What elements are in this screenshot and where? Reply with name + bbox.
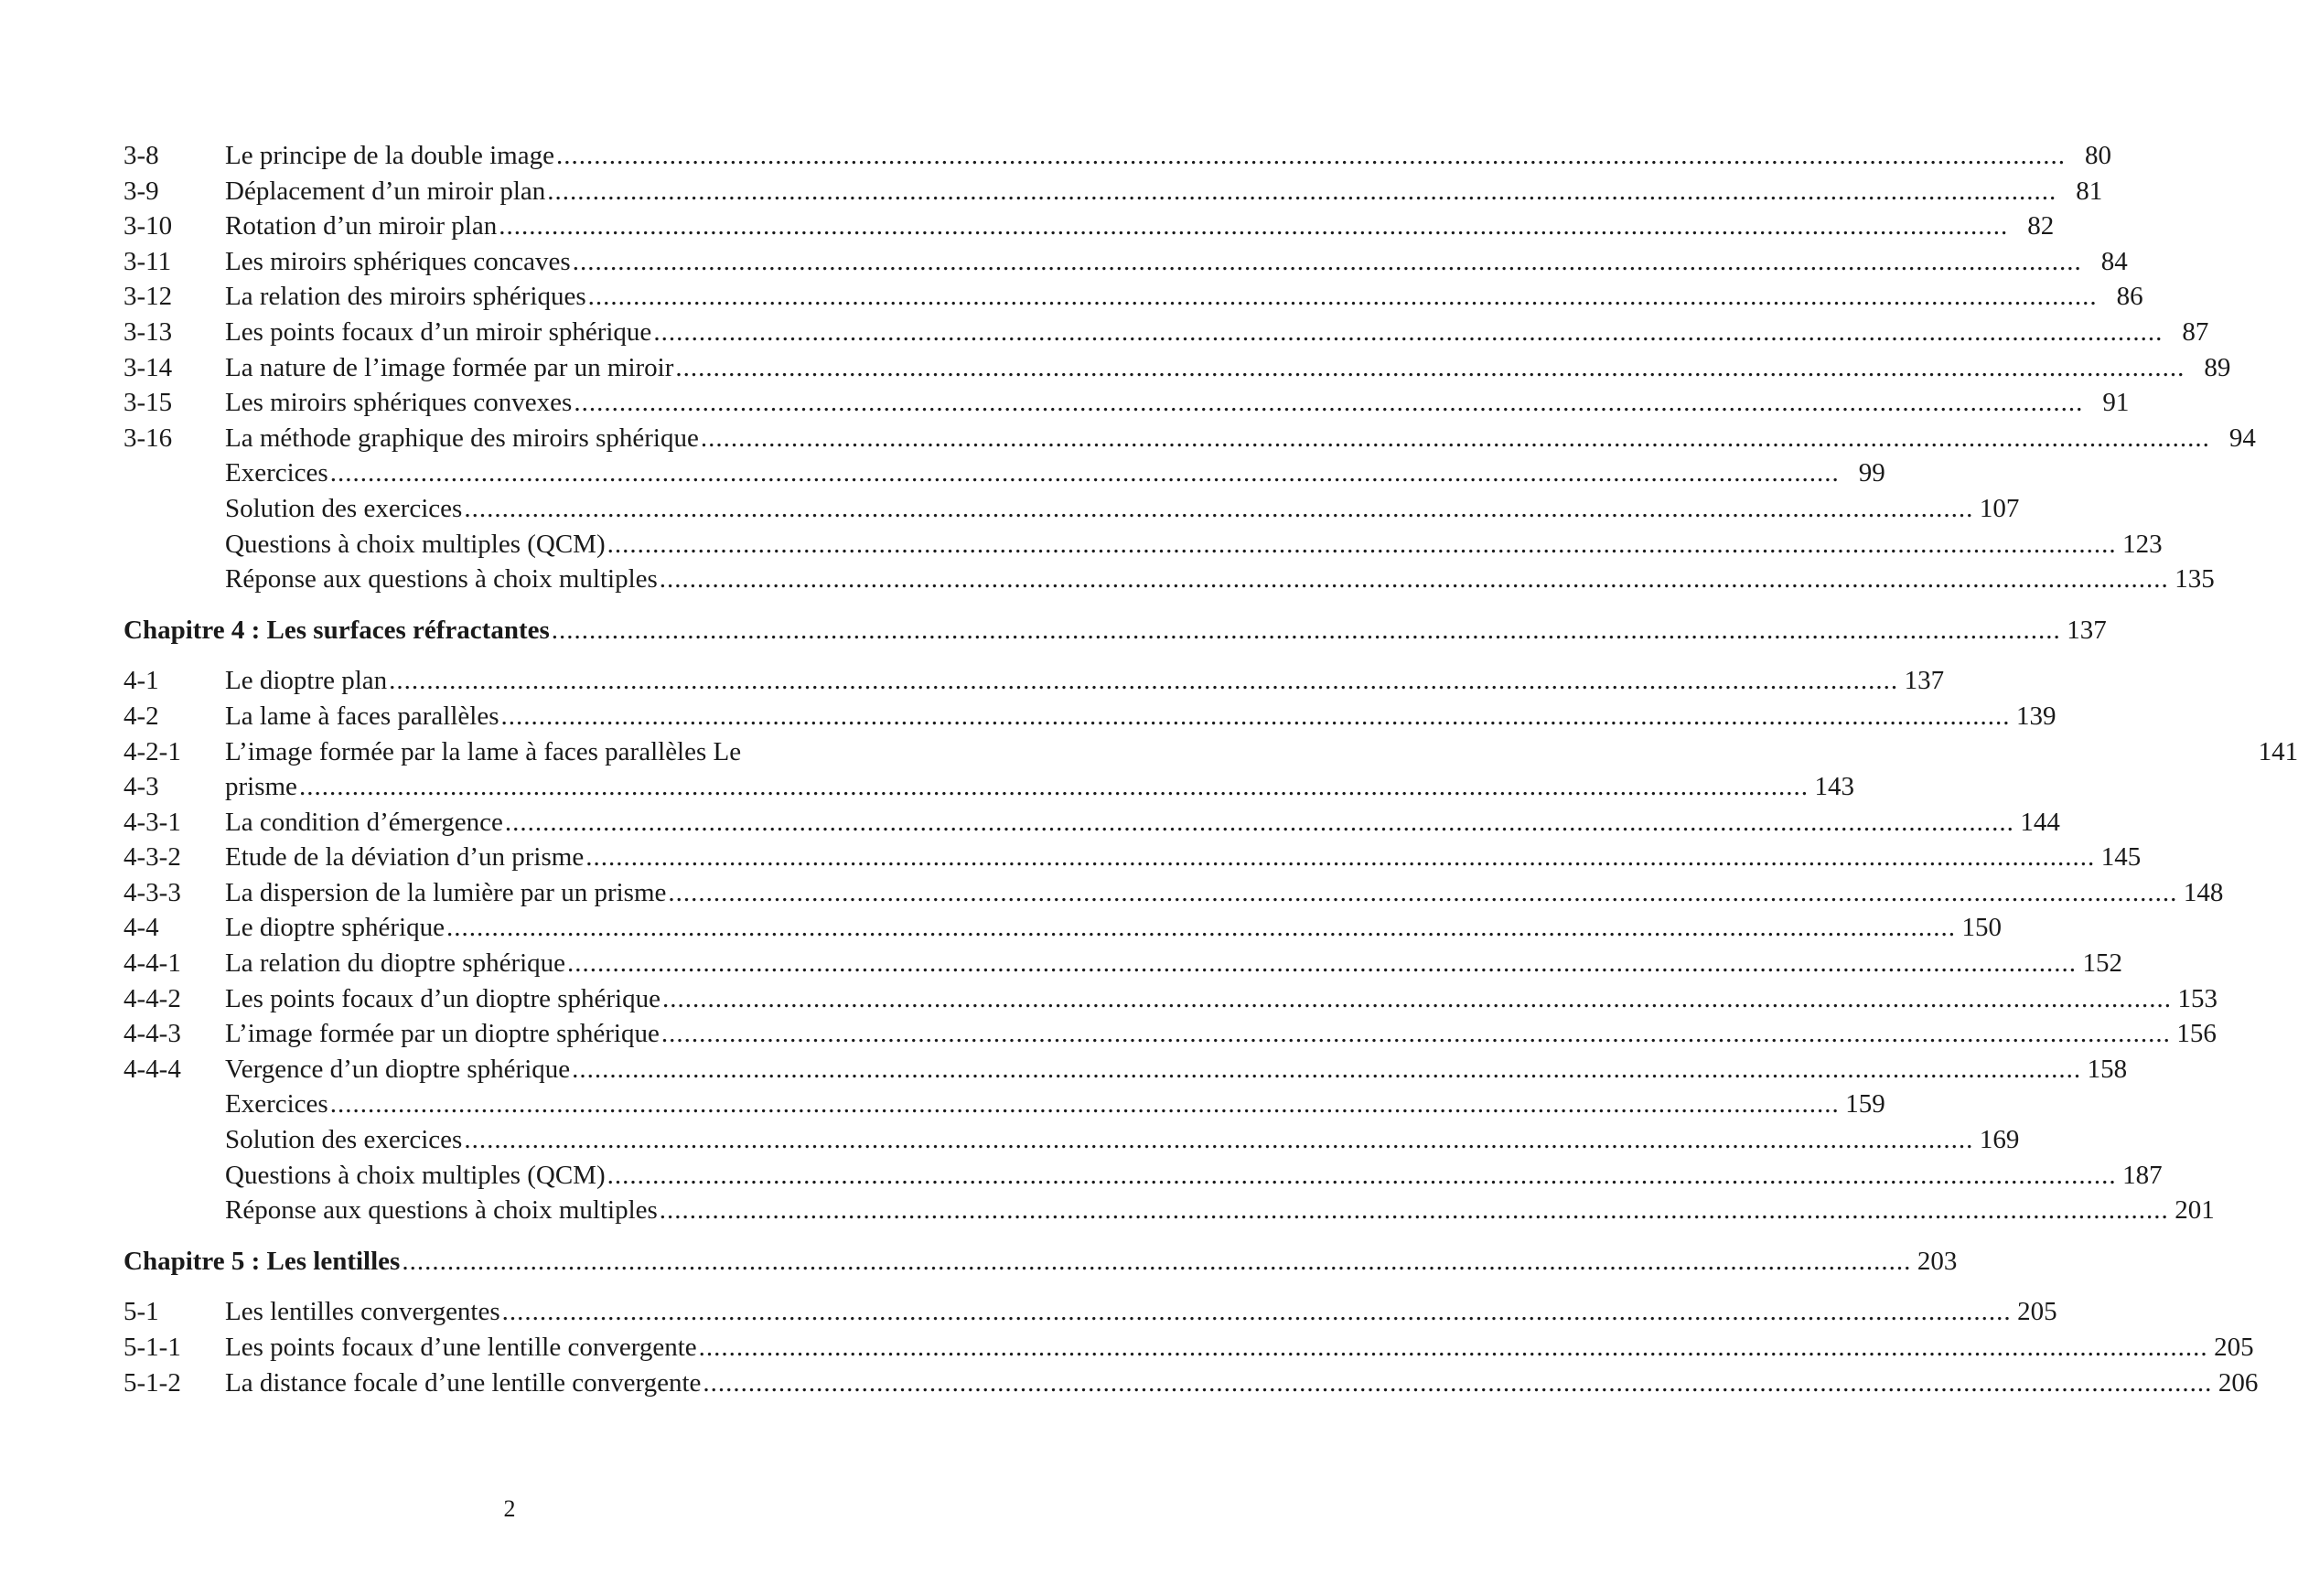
toc-dot-leader	[699, 1330, 2208, 1366]
toc-section-title: Les lentilles convergentes	[225, 1297, 500, 1327]
toc-dot-leader	[567, 946, 2077, 981]
toc-entry	[123, 562, 2215, 597]
toc-section-number: 3-8	[123, 141, 159, 170]
toc-page-number: 137	[1904, 666, 1945, 696]
toc-section-number: 4-4-1	[123, 948, 181, 979]
toc-section-number: 4-3-3	[123, 877, 181, 907]
toc-page-number: 143	[1814, 772, 1854, 802]
toc-section-title: Les points focaux d’un dioptre sphérique	[225, 983, 660, 1013]
toc-entry	[123, 981, 2217, 1017]
toc-section-number: 3-13	[123, 316, 173, 347]
toc-dot-leader	[502, 1294, 2012, 1330]
toc-entry	[123, 663, 1945, 699]
toc-section-number: 4-4-4	[123, 1054, 181, 1084]
toc-entry	[123, 734, 2298, 770]
toc-section-title: La nature de l’image formée par un miroir	[225, 352, 674, 382]
toc-entry	[123, 1016, 2217, 1052]
toc-page-number: 201	[2175, 1195, 2215, 1226]
toc-dot-leader	[585, 840, 2095, 875]
toc-entry	[123, 421, 2256, 456]
toc-dot-leader	[675, 350, 2185, 386]
toc-page-number: 87	[2182, 316, 2209, 347]
toc-section-title: Le principe de la double image	[225, 141, 554, 170]
toc-page-number: 150	[1961, 913, 2002, 943]
toc-page-number: 141	[2258, 736, 2298, 766]
toc-entry	[123, 315, 2209, 350]
toc-section-number: 3-11	[123, 246, 172, 276]
toc-page-number: 152	[2082, 948, 2123, 979]
toc-entry	[123, 910, 2002, 946]
toc-entry	[123, 174, 2103, 209]
toc-section-title: La dispersion de la lumière par un prisme	[225, 877, 667, 907]
toc-page-number: 139	[2015, 701, 2056, 731]
toc-page-number: 206	[2217, 1367, 2259, 1398]
toc-section-number: 5-1	[123, 1297, 159, 1327]
toc-entry	[123, 385, 2130, 421]
toc-section-title: Chapitre 5 : Les lentilles	[123, 1246, 401, 1276]
toc-entry	[123, 244, 2128, 280]
toc-section-title: Le dioptre sphérique	[225, 913, 445, 943]
toc-section-title: Les miroirs sphériques convexes	[225, 388, 573, 418]
toc-entry	[123, 455, 1885, 491]
toc-page-number: 86	[2116, 282, 2143, 312]
toc-section-title: Chapitre 4 : Les surfaces réfractantes	[123, 615, 550, 645]
toc-dot-leader	[464, 491, 1973, 527]
toc-page-number: 169	[1979, 1125, 2020, 1155]
toc-section-title: Exercices	[225, 458, 328, 488]
toc-dot-leader	[574, 385, 2083, 421]
toc-section-number: 3-9	[123, 176, 159, 206]
toc-page-number: 82	[2027, 211, 2055, 241]
toc-entry	[123, 1294, 2057, 1330]
toc-section-title: La méthode graphique des miroirs sphérique	[225, 423, 699, 453]
toc-section-title: La relation des miroirs sphériques	[225, 282, 586, 312]
toc-section-number: 4-2	[123, 701, 159, 731]
toc-section-title: Vergence d’un dioptre sphérique	[225, 1054, 571, 1084]
toc-entry	[123, 279, 2143, 315]
toc-dot-leader	[607, 527, 2117, 562]
toc-dot-leader	[701, 421, 2210, 456]
toc-entry	[123, 1087, 1885, 1122]
toc-section-number: 4-1	[123, 666, 159, 696]
toc-dot-leader	[572, 1052, 2081, 1087]
toc-dot-leader	[552, 613, 2061, 648]
toc-page-number: 89	[2204, 352, 2231, 382]
toc-page-number: 123	[2122, 529, 2163, 559]
toc-page-number: 205	[2017, 1297, 2057, 1327]
toc-section-title: La lame à faces parallèles	[225, 701, 499, 731]
toc-section-number: 3-16	[123, 423, 173, 453]
toc-dot-leader	[402, 1244, 1911, 1280]
toc-page-number: 94	[2228, 423, 2256, 453]
toc-dot-leader	[653, 315, 2163, 350]
toc-entry	[123, 491, 2020, 527]
toc-entry	[123, 1122, 2020, 1158]
toc-entry	[123, 840, 2142, 875]
toc-dot-leader	[299, 769, 1809, 805]
toc-section-title: Rotation d’un miroir plan	[225, 211, 498, 241]
toc-entry	[123, 946, 2123, 981]
toc-section-number: 4-4-3	[123, 1019, 181, 1049]
toc-entry	[123, 527, 2163, 562]
table-of-contents	[123, 138, 2298, 1400]
toc-page-number: 203	[1917, 1246, 1958, 1276]
toc-dot-leader	[446, 910, 1956, 946]
toc-dot-leader	[330, 455, 1840, 491]
toc-section-title: Les points focaux d’un miroir sphérique	[225, 316, 652, 347]
toc-entry	[123, 1330, 2254, 1366]
toc-section-title: Etude de la déviation d’un prisme	[225, 842, 585, 873]
toc-entry	[123, 209, 2055, 244]
toc-section-number: 4-2-1	[123, 736, 181, 766]
toc-page-number: 107	[1979, 493, 2020, 523]
toc-dot-leader	[389, 663, 1898, 699]
toc-entry	[123, 1158, 2163, 1194]
toc-entry	[123, 1193, 2215, 1228]
toc-section-title: Les miroirs sphériques concaves	[225, 246, 571, 276]
toc-section-number: 3-15	[123, 388, 173, 418]
toc-section-number: 5-1-1	[123, 1333, 181, 1362]
toc-section-title: Les points focaux d’une lentille convergente	[225, 1333, 697, 1362]
toc-dot-leader	[573, 244, 2082, 280]
toc-entry	[123, 875, 2224, 911]
toc-dot-leader	[330, 1087, 1840, 1122]
toc-dot-leader	[607, 1158, 2117, 1194]
toc-dot-leader	[661, 1016, 2171, 1052]
toc-page-number: 159	[1845, 1089, 1885, 1119]
toc-section-number: 4-3-2	[123, 842, 181, 873]
toc-dot-leader	[662, 981, 2172, 1017]
toc-section-number: 3-10	[123, 211, 173, 241]
toc-chapter-heading	[123, 613, 2107, 648]
toc-entry	[123, 769, 1854, 805]
toc-section-number: 4-4	[123, 913, 159, 943]
toc-page-number: 84	[2100, 246, 2128, 276]
toc-section-title: La distance focale d’une lentille convergente	[225, 1367, 702, 1398]
toc-page-number: 144	[2020, 807, 2060, 837]
toc-section-title: Le dioptre plan	[225, 666, 388, 696]
toc-page-number: 158	[2087, 1054, 2128, 1084]
toc-dot-leader	[500, 699, 2010, 734]
toc-section-title: La relation du dioptre sphérique	[225, 948, 566, 979]
toc-section-title: La condition d’émergence	[225, 807, 503, 837]
toc-dot-leader	[505, 805, 2014, 841]
toc-dot-leader	[547, 174, 2056, 209]
toc-dot-leader	[499, 209, 2008, 244]
toc-section-title: Solution des exercices	[225, 1125, 463, 1155]
toc-page-number: 187	[2122, 1160, 2163, 1190]
toc-page-number: 145	[2100, 842, 2142, 873]
toc-section-title: Exercices	[225, 1089, 328, 1119]
toc-entry	[123, 138, 2111, 174]
toc-entry	[123, 350, 2231, 386]
toc-dot-leader	[464, 1122, 1973, 1158]
toc-section-title: Questions à choix multiples (QCM)	[225, 529, 606, 559]
toc-page-number: 99	[1858, 458, 1885, 488]
toc-section-number: 4-3	[123, 772, 159, 802]
toc-page-number: 137	[2067, 615, 2107, 645]
toc-dot-leader	[660, 1193, 2169, 1228]
toc-section-title: L’image formée par un dioptre sphérique	[225, 1019, 660, 1049]
toc-entry	[123, 805, 2060, 841]
toc-page-number: 135	[2175, 564, 2215, 594]
toc-section-number: 3-14	[123, 352, 173, 382]
toc-entry	[123, 699, 2056, 734]
toc-section-number: 3-12	[123, 282, 173, 312]
toc-page-number: 80	[2084, 141, 2111, 170]
toc-entry	[123, 1366, 2259, 1401]
toc-section-title: Réponse aux questions à choix multiples	[225, 564, 658, 594]
toc-dot-leader	[703, 1366, 2212, 1401]
toc-entry	[123, 1052, 2128, 1087]
toc-page-number: 91	[2102, 388, 2130, 418]
toc-page-number: 81	[2076, 176, 2103, 206]
toc-section-title: Déplacement d’un miroir plan	[225, 176, 546, 206]
toc-page-number: 153	[2177, 983, 2217, 1013]
toc-page-number: 148	[2183, 877, 2224, 907]
toc-section-title: Questions à choix multiples (QCM)	[225, 1160, 606, 1190]
toc-dot-leader	[668, 875, 2177, 911]
toc-dot-leader	[660, 562, 2169, 597]
toc-page-number: 205	[2214, 1333, 2254, 1362]
toc-section-number: 4-3-1	[123, 807, 181, 837]
toc-section-number: 4-4-2	[123, 983, 181, 1013]
toc-dot-leader	[588, 279, 2098, 315]
toc-section-title: Solution des exercices	[225, 493, 463, 523]
toc-dot-leader	[556, 138, 2066, 174]
toc-chapter-heading	[123, 1244, 1958, 1280]
toc-section-title: L’image formée par la lame à faces parallèles Le	[225, 736, 742, 766]
toc-section-title: Réponse aux questions à choix multiples	[225, 1195, 658, 1226]
toc-page-number: 156	[2176, 1019, 2217, 1049]
toc-section-number: 5-1-2	[123, 1367, 181, 1398]
page-number: 2	[503, 1495, 516, 1522]
toc-section-title: prisme	[225, 772, 297, 802]
